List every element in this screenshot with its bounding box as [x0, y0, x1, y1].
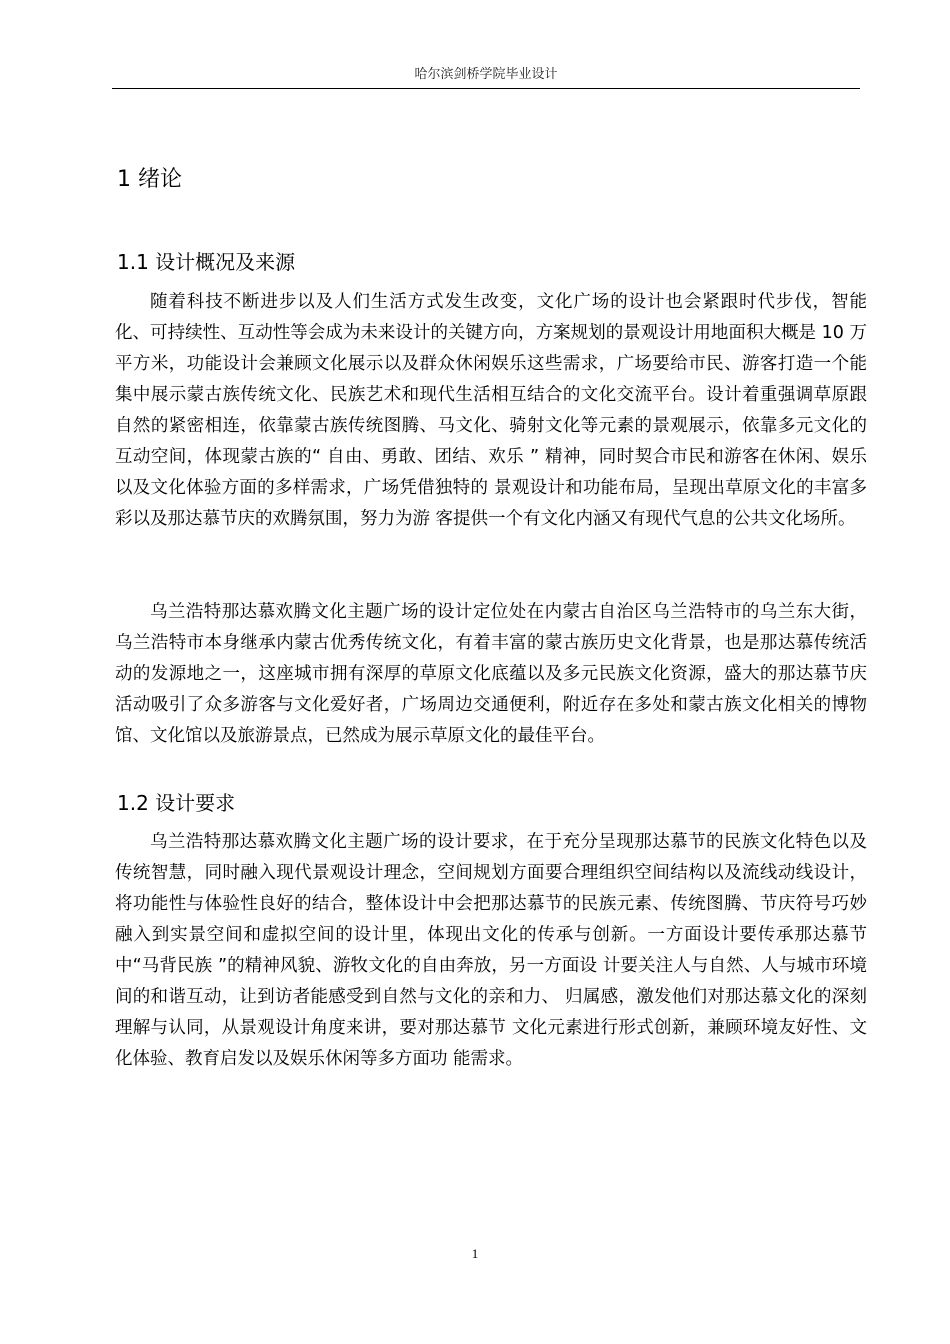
page-header: 哈尔滨剑桥学院毕业设计 [112, 62, 860, 89]
page-number: 1 [471, 1246, 479, 1261]
section-title-1-2: 1.2 设计要求 [117, 791, 236, 815]
paragraph-1-1-a: 随着科技不断进步以及人们生活方式发生改变，文化广场的设计也会紧跟时代步伐，智能化、可持续性、互动性等会成为未来设计的关键方向，方案规划的景观设计用地面积大概是 10 万平方米，功能设计会兼顾文化展示以及群众休闲娱乐这些需求，广场要给市民、游客打造一个能集中展示蒙古族传统文化、民族艺术和现代生活相互结合的文化交流平台。设计着重强调草原跟自然的紧密相连，依靠蒙古族传统图腾、马文化、骑射文化等元素的景观展示，依靠多元文化的互动空间，体现蒙古族的“ 自由、勇敢、团结、欢乐 ” 精神，同时契合市民和游客在休闲、娱乐以及文化体验方面的多样需求，广场凭借独特的 景观设计和功能布局，呈现出草原文化的丰富多彩以及那达慕节庆的欢腾氛围，努力为游 客提供一个有文化内涵又有现代气息的公共文化场所。 [115, 292, 867, 529]
section-title-1-1: 1.1 设计概况及来源 [117, 250, 296, 274]
chapter-title: 1 绪论 [117, 167, 182, 192]
paragraph-1-1-b: 乌兰浩特那达慕欢腾文化主题广场的设计定位处在内蒙古自治区乌兰浩特市的乌兰东大街，乌兰浩特市本身继承内蒙古优秀传统文化，有着丰富的蒙古族历史文化背景，也是那达慕传统活动的发源地之一，这座城市拥有深厚的草原文化底蕴以及多元民族文化资源，盛大的那达慕节庆活动吸引了众多游客与文化爱好者，广场周边交通便利，附近存在多处和蒙古族文化相关的博物馆、文化馆以及旅游景点，已然成为展示草原文化的最佳平台。 [115, 602, 867, 746]
paragraph-1-2-a: 乌兰浩特那达慕欢腾文化主题广场的设计要求，在于充分呈现那达慕节的民族文化特色以及传统智慧，同时融入现代景观设计理念，空间规划方面要合理组织空间结构以及流线动线设计，将功能性与体验性良好的结合，整体设计中会把那达慕节的民族元素、传统图腾、节庆符号巧妙融入到实景空间和虚拟空间的设计里，体现出文化的传承与创新。一方面设计要传承那达慕节中“马背民族 ”的精神风貌、游牧文化的自由奔放，另一方面设 计要关注人与自然、人与城市环境间的和谐互动，让到访者能感受到自然与文化的亲和力、 归属感，激发他们对那达慕文化的深刻理解与认同，从景观设计角度来讲，要对那达慕节 文化元素进行形式创新，兼顾环境友好性、文化体验、教育启发以及娱乐休闲等多方面功 能需求。 [115, 832, 867, 1069]
